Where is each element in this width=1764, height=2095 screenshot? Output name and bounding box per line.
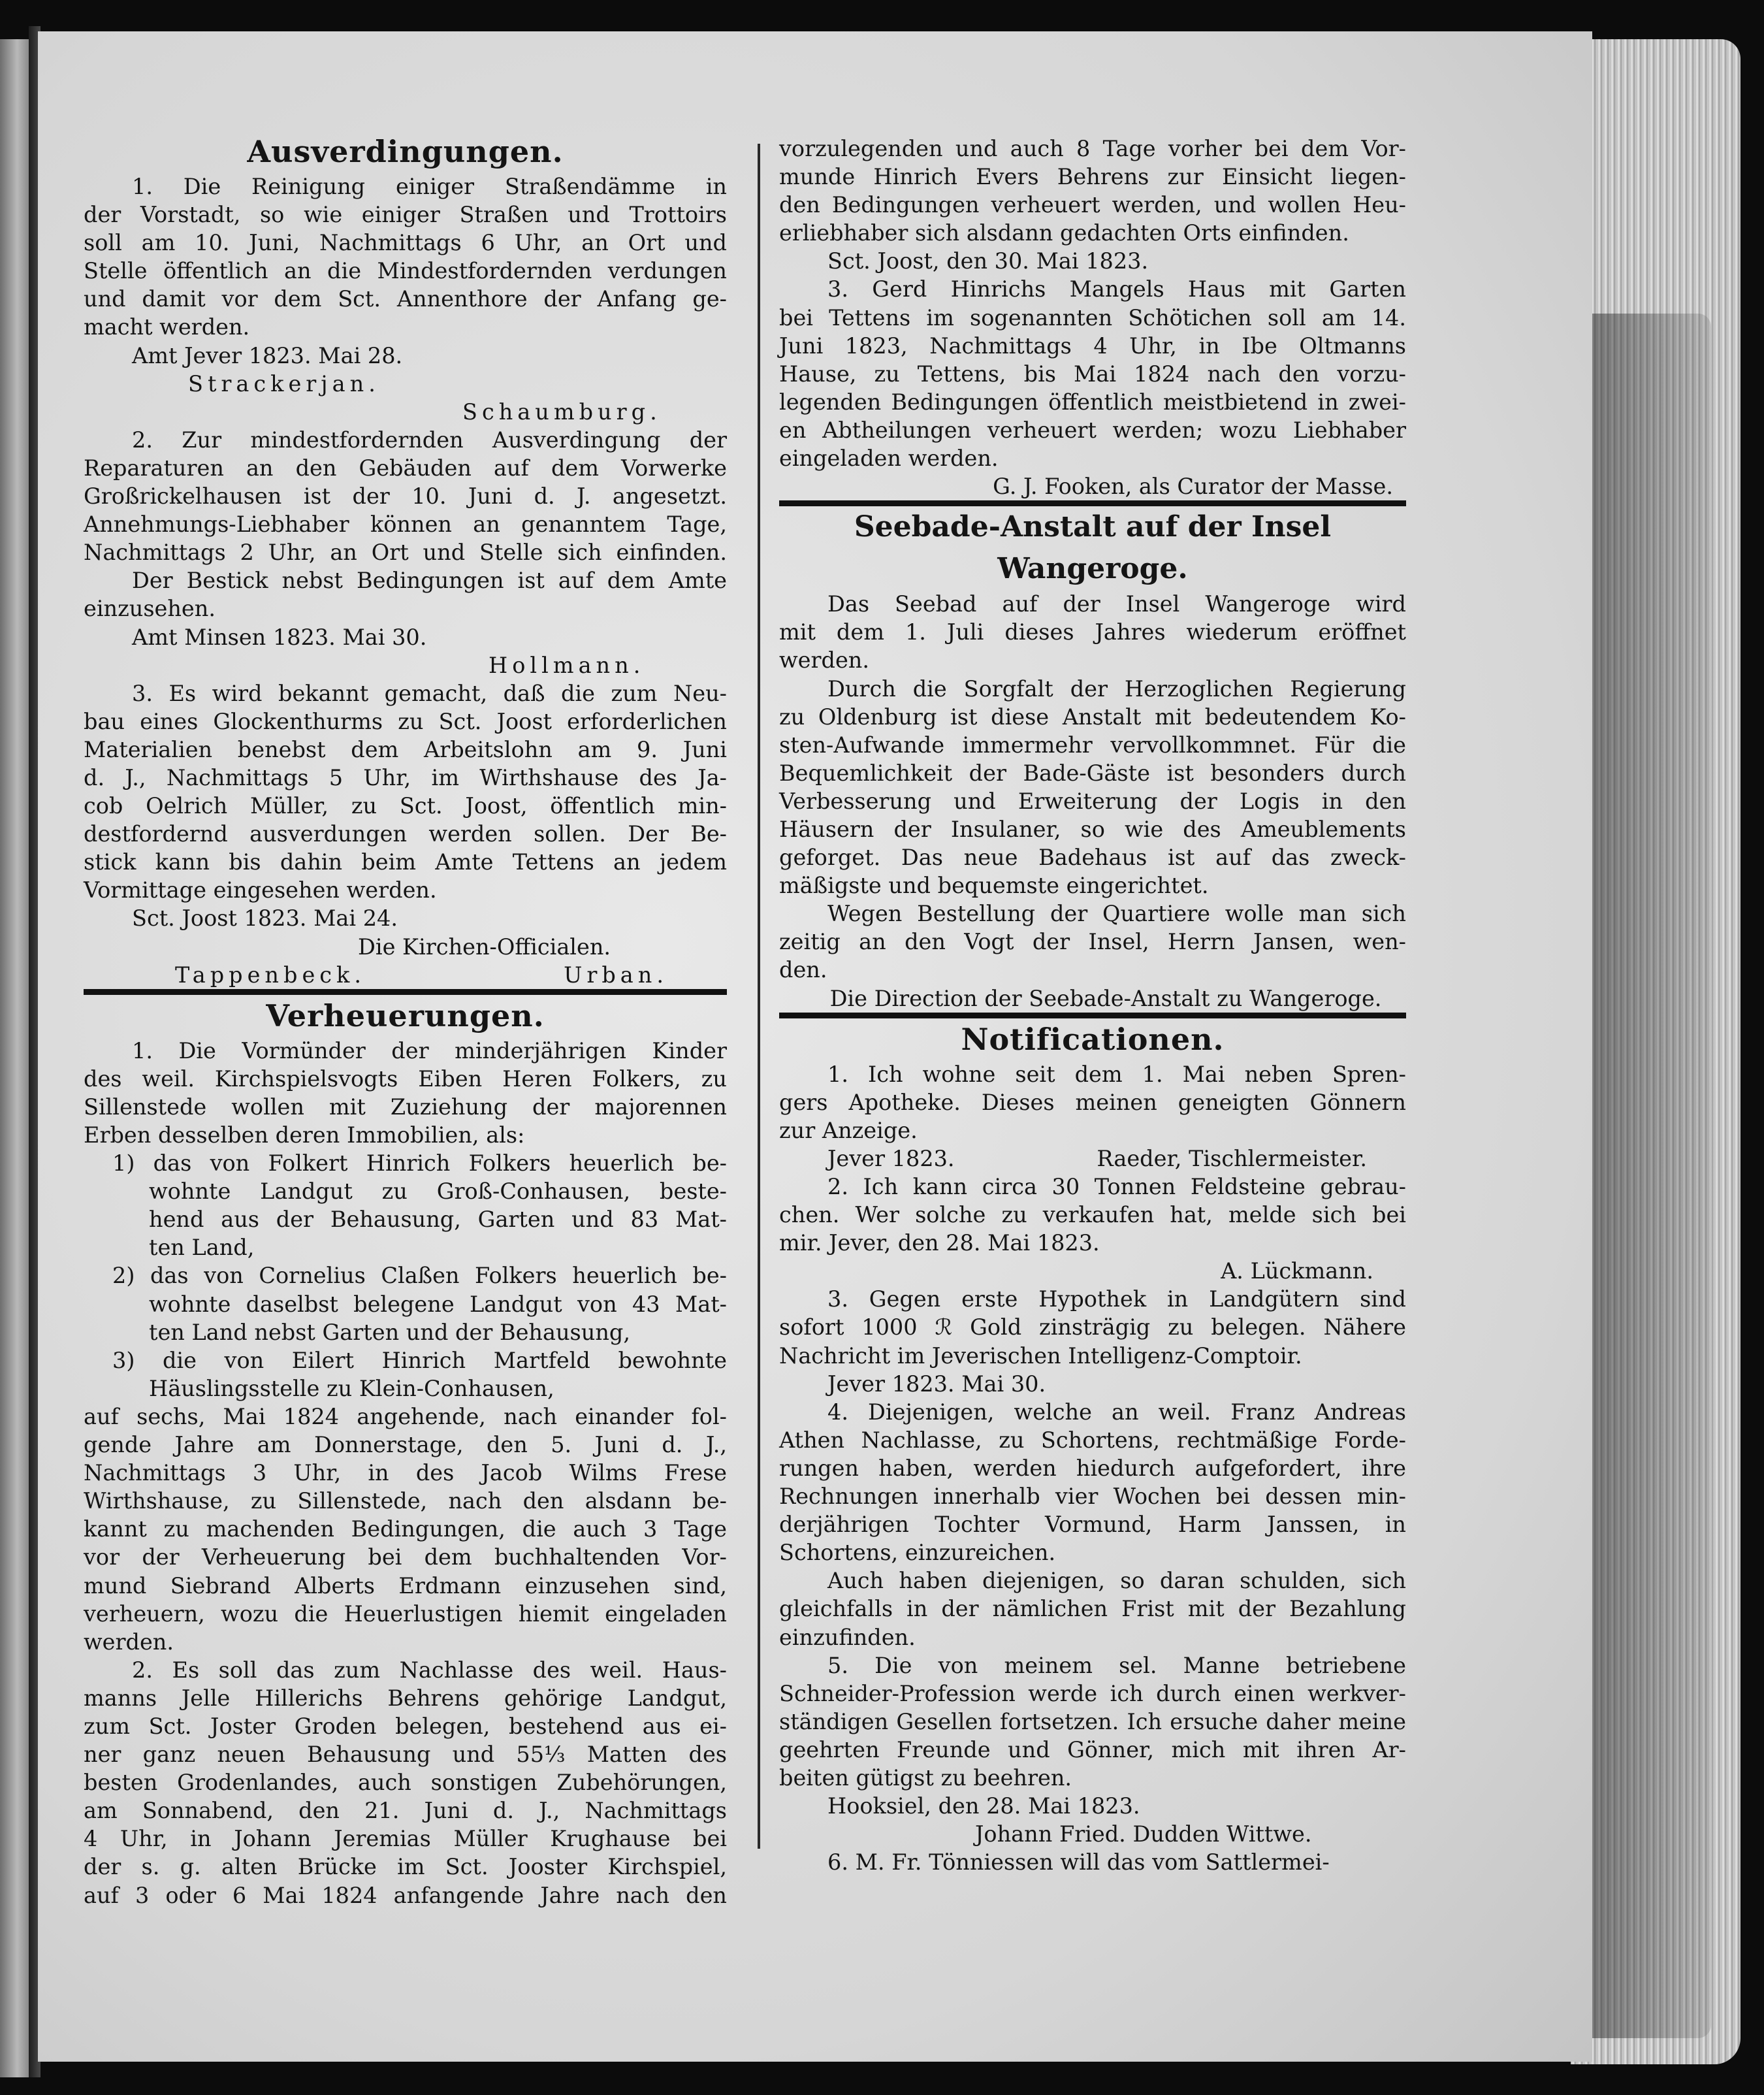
signature: Hollmann. <box>489 652 645 678</box>
text-line: Athen Nachlasse, zu Schortens, rechtmäßige Forde- <box>779 1427 1406 1453</box>
text-line: den. <box>779 957 827 983</box>
notification-5 <box>779 1651 1406 1849</box>
text-line: ten Land, <box>149 1235 255 1261</box>
list-item: 2) das von Cornelius Claßen Folkers heuerlich be- <box>112 1263 727 1289</box>
text-line: 3. Gerd Hinrichs Mangels Haus mit Garten <box>827 276 1406 302</box>
text-line: 2. Es soll das zum Nachlasse des weil. Haus- <box>132 1657 727 1683</box>
column-divider <box>758 144 760 1849</box>
text-line: mäßigste und bequemste eingerichtet. <box>779 873 1209 899</box>
seebad-notice <box>779 590 1406 1012</box>
section-rule <box>779 500 1406 506</box>
text-line: erliebhaber sich alsdann gedachten Orts einfinden. <box>779 220 1349 246</box>
text-line: 4 Uhr, in Johann Jeremias Müller Krughause bei <box>84 1826 727 1852</box>
text-line: gers Apotheke. Dieses meinen geneigten Gönnern <box>779 1089 1406 1115</box>
text-line: geforget. Das neue Badehaus ist auf das zweck- <box>779 845 1406 871</box>
ausverdingung-item-1 <box>84 172 727 426</box>
text-line: vor der Verheuerung bei dem buchhaltenden Vor- <box>84 1544 727 1570</box>
text-line: munde Hinrich Evers Behrens zur Einsicht liegen- <box>779 164 1406 190</box>
text-line: zeitig an den Vogt der Insel, Herrn Jansen, wen- <box>779 929 1406 955</box>
text-line: zum Sct. Joster Groden belegen, bestehend aus ei- <box>84 1713 727 1739</box>
text-line: ständigen Gesellen fortsetzen. Ich ersuche daher meine <box>779 1708 1406 1734</box>
text-line: Stelle öffentlich an die Mindestfordernden verdungen <box>84 258 727 284</box>
signature: A. Lückmann. <box>1221 1258 1373 1284</box>
signature: Johann Fried. Dudden Wittwe. <box>975 1821 1312 1847</box>
text-line: Rechnungen innerhalb vier Wochen bei dessen min- <box>779 1484 1406 1510</box>
section-rule <box>84 989 727 995</box>
text-line: Materialien benebst dem Arbeitslohn am 9. Juni <box>84 736 727 762</box>
text-line: zur Anzeige. <box>779 1117 918 1143</box>
text-line: mit dem 1. Juli dieses Jahres wiederum eröffnet <box>779 619 1406 645</box>
text-line: Schneider-Profession werde ich durch einen werkver- <box>779 1680 1406 1706</box>
text-line: Wegen Bestellung der Quartiere wolle man sich <box>827 901 1406 927</box>
notification-1 <box>779 1060 1406 1173</box>
text-line: Juni 1823, Nachmittags 4 Uhr, in Ibe Oltmanns <box>779 333 1406 359</box>
text-line: 5. Die von meinem sel. Manne betriebene <box>827 1652 1406 1678</box>
text-line: 3. Gegen erste Hypothek in Landgütern sind <box>827 1286 1406 1312</box>
text-line: beiten gütigst zu beehren. <box>779 1764 1072 1791</box>
dateline: Amt Jever 1823. Mai 28. <box>132 342 403 368</box>
ausverdingung-item-3 <box>84 679 727 989</box>
text-line: Der Bestick nebst Bedingungen ist auf dem Amte <box>132 568 727 594</box>
verheuerung-item-2-continued <box>779 135 1406 275</box>
text-line: gende Jahre am Donnerstage, den 5. Juni d. J., <box>84 1432 727 1458</box>
text-line: den Bedingungen verheuert werden, und wollen Heu- <box>779 192 1406 218</box>
text-line: rungen haben, werden hiedurch aufgefordert, ihre <box>779 1455 1406 1481</box>
text-line: des weil. Kirchspielsvogts Eiben Heren Folkers, zu <box>84 1065 727 1092</box>
signature: Die Kirchen-Officialen. <box>358 934 611 960</box>
verheuerung-item-1 <box>84 1037 727 1656</box>
text-line: 2. Ich kann circa 30 Tonnen Feldsteine gebrau- <box>827 1174 1406 1199</box>
dateline: Amt Minsen 1823. Mai 30. <box>132 624 427 650</box>
text-line: Erben desselben deren Immobilien, als: <box>84 1122 525 1148</box>
text-line: bei Tettens im sogenannten Schötichen soll am 14. <box>779 304 1406 331</box>
text-line: hend aus der Behausung, Garten und 83 Mat- <box>149 1207 727 1233</box>
dateline: Jever 1823. Mai 30. <box>827 1371 1046 1397</box>
text-line: chen. Wer solche zu verkaufen hat, melde sich bei <box>779 1202 1406 1228</box>
text-line: bau eines Glockenthurms zu Sct. Joost erforderlichen <box>84 708 727 734</box>
text-line: Vormittage eingesehen werden. <box>84 877 437 903</box>
signature: Die Direction der Seebade-Anstalt zu Wangeroge. <box>829 985 1382 1011</box>
text-line: sten-Aufwande immermehr vervollkommnet. Für die <box>779 732 1406 758</box>
signature: Strackerjan. <box>188 370 380 397</box>
verheuerung-item-2 <box>84 1656 727 1909</box>
text-line: werden. <box>84 1629 174 1655</box>
text-line: am Sonnabend, den 21. Juni d. J., Nachmittags <box>84 1798 727 1824</box>
text-line: Reparaturen an den Gebäuden auf dem Vorwerke <box>84 455 727 481</box>
text-line: 1. Ich wohne seit dem 1. Mai neben Spren- <box>827 1061 1406 1087</box>
text-line: ten Land nebst Garten und der Behausung, <box>149 1319 630 1345</box>
text-line: der s. g. alten Brücke im Sct. Jooster Kirchspiel, <box>84 1854 727 1880</box>
text-line: Hause, zu Tettens, bis Mai 1824 nach den vorzu- <box>779 361 1406 387</box>
text-line: gleichfalls in der nämlichen Frist mit der Bezahlung <box>779 1596 1406 1622</box>
list-item: 1) das von Folkert Hinrich Folkers heuerlich be- <box>112 1150 727 1177</box>
text-line: 3. Es wird bekannt gemacht, daß die zum Neu- <box>132 680 727 706</box>
text-line: eingeladen werden. <box>779 446 999 472</box>
text-line: cob Oelrich Müller, zu Sct. Joost, öffentlich min- <box>84 793 727 819</box>
text-line: soll am 10. Juni, Nachmittags 6 Uhr, an Ort und <box>84 230 727 256</box>
list-item: 3) die von Eilert Hinrich Martfeld bewohnte <box>112 1347 727 1373</box>
text-line: Sillenstede wollen mit Zuziehung der majorennen <box>84 1094 727 1120</box>
text-line: Nachricht im Jeverischen Intelligenz-Comptoir. <box>779 1342 1302 1369</box>
text-line: Nachmittags 2 Uhr, an Ort und Stelle sich einfinden. <box>84 540 727 566</box>
signature: Tappenbeck. <box>175 962 366 988</box>
text-line: Bequemlichkeit der Bade-Gäste ist besonders durch <box>779 760 1406 786</box>
text-line: Großrickelhausen ist der 10. Juni d. J. angesetzt. <box>84 483 727 510</box>
signature: G. J. Fooken, als Curator der Masse. <box>993 474 1393 500</box>
dateline: Sct. Joost, den 30. Mai 1823. <box>827 248 1149 274</box>
text-line: legenden Bedingungen öffentlich meistbietend in zwei- <box>779 389 1406 415</box>
text-line: auf sechs, Mai 1824 angehende, nach einander fol- <box>84 1403 727 1429</box>
text-line: Durch die Sorgfalt der Herzoglichen Regierung <box>827 675 1406 702</box>
signature-row <box>84 961 727 989</box>
left-column <box>84 131 727 1909</box>
text-line: wohnte daselbst belegene Landgut von 43 Mat- <box>149 1291 727 1317</box>
text-line: 4. Diejenigen, welche an weil. Franz Andreas <box>827 1399 1406 1425</box>
text-line: ner ganz neuen Behausung und 55⅓ Matten des <box>84 1742 727 1768</box>
text-line: sofort 1000 ℛ Gold zinsträgig zu belegen. Nähere <box>779 1314 1406 1340</box>
dateline: Sct. Joost 1823. Mai 24. <box>132 905 398 932</box>
signature: Raeder, Tischlermeister. <box>1097 1145 1367 1171</box>
text-line: vorzulegenden und auch 8 Tage vorher bei dem Vor- <box>779 136 1406 161</box>
section-title-notificationen: Notificationen. <box>961 1021 1225 1057</box>
section-title-verheuerungen: Verheuerungen. <box>266 998 545 1033</box>
text-line: werden. <box>779 647 870 674</box>
text-line: Häuslingsstelle zu Klein-Conhausen, <box>149 1375 554 1401</box>
notification-4 <box>779 1398 1406 1651</box>
text-line: Auch haben diejenigen, so daran schulden, sich <box>827 1568 1406 1594</box>
signature-row <box>779 1145 1406 1173</box>
text-line: stick kann bis dahin beim Amte Tettens an jedem <box>84 849 727 875</box>
notification-3 <box>779 1285 1406 1397</box>
text-line: Schortens, einzureichen. <box>779 1540 1056 1566</box>
dateline: Hooksiel, den 28. Mai 1823. <box>827 1793 1140 1819</box>
signature: Schaumburg. <box>462 398 662 425</box>
text-line: zu Oldenburg ist diese Anstalt mit bedeutendem Ko- <box>779 704 1406 730</box>
notification-2 <box>779 1173 1406 1285</box>
text-line: mund Siebrand Alberts Erdmann einzusehen sind, <box>84 1572 727 1599</box>
page-edge-shadow <box>1580 314 1711 2038</box>
text-line: besten Grodenlandes, auch sonstigen Zubehörungen, <box>84 1770 727 1796</box>
section-rule <box>779 1013 1406 1018</box>
text-line: wohnte Landgut zu Groß-Conhausen, beste- <box>149 1178 727 1205</box>
text-line: derjährigen Tochter Vormund, Harm Janssen, in <box>779 1512 1406 1538</box>
text-line: einzusehen. <box>84 596 216 622</box>
text-line: manns Jelle Hillerichs Behrens gehörige Landgut, <box>84 1685 727 1711</box>
verheuerung-item-3 <box>779 275 1406 500</box>
notification-6: 6. M. Fr. Tönniessen will das vom Sattlermei- <box>827 1849 1330 1876</box>
text-line: Verbesserung und Erweiterung der Logis in den <box>779 788 1406 814</box>
text-line: 2. Zur mindestfordernden Ausverdingung der <box>132 427 727 453</box>
signature: Urban. <box>564 962 668 988</box>
text-line: 1. Die Reinigung einiger Straßendämme in <box>132 174 727 199</box>
text-line: und damit vor dem Sct. Annenthore der Anfang ge- <box>84 286 727 312</box>
section-title-ausverdingungen: Ausverdingungen. <box>247 134 564 169</box>
text-line: Häusern der Insulaner, so wie des Ameublements <box>779 816 1406 842</box>
text-line: Nachmittags 3 Uhr, in des Jacob Wilms Frese <box>84 1460 727 1486</box>
text-line: mir. Jever, den 28. Mai 1823. <box>779 1230 1100 1256</box>
text-line: Annehmungs-Liebhaber können an genanntem Tage, <box>84 512 727 538</box>
text-line: 1. Die Vormünder der minderjährigen Kinder <box>132 1037 727 1064</box>
text-line: Das Seebad auf der Insel Wangeroge wird <box>827 591 1406 617</box>
right-column <box>779 135 1406 1876</box>
text-line: kannt zu machenden Bedingungen, die auch 3 Tage <box>84 1516 727 1542</box>
left-page-edge <box>0 39 29 2077</box>
text-line: Wirthshause, zu Sillenstede, nach den alsdann be- <box>84 1488 727 1514</box>
text-line: d. J., Nachmittags 5 Uhr, im Wirthshause des Ja- <box>84 764 727 790</box>
text-line: der Vorstadt, so wie einiger Straßen und Trottoirs <box>84 202 727 228</box>
text-line: einzufinden. <box>779 1624 916 1650</box>
ausverdingung-item-2 <box>84 426 727 679</box>
text-line: destfordernd ausverdungen werden sollen. Der Be- <box>84 821 727 847</box>
text-line: macht werden. <box>84 314 250 340</box>
text-line: verheuern, wozu die Heuerlustigen hiemit eingeladen <box>84 1600 727 1627</box>
text-line: geehrten Freunde und Gönner, mich mit ihren Ar- <box>779 1736 1406 1762</box>
dateline: Jever 1823. <box>827 1145 955 1171</box>
section-title-seebade-anstalt: Seebade-Anstalt auf der Insel Wangeroge. <box>854 510 1332 586</box>
text-line: auf 3 oder 6 Mai 1824 anfangende Jahre nach den <box>84 1882 727 1908</box>
text-line: en Abtheilungen verheuert werden; wozu Liebhaber <box>779 417 1406 443</box>
